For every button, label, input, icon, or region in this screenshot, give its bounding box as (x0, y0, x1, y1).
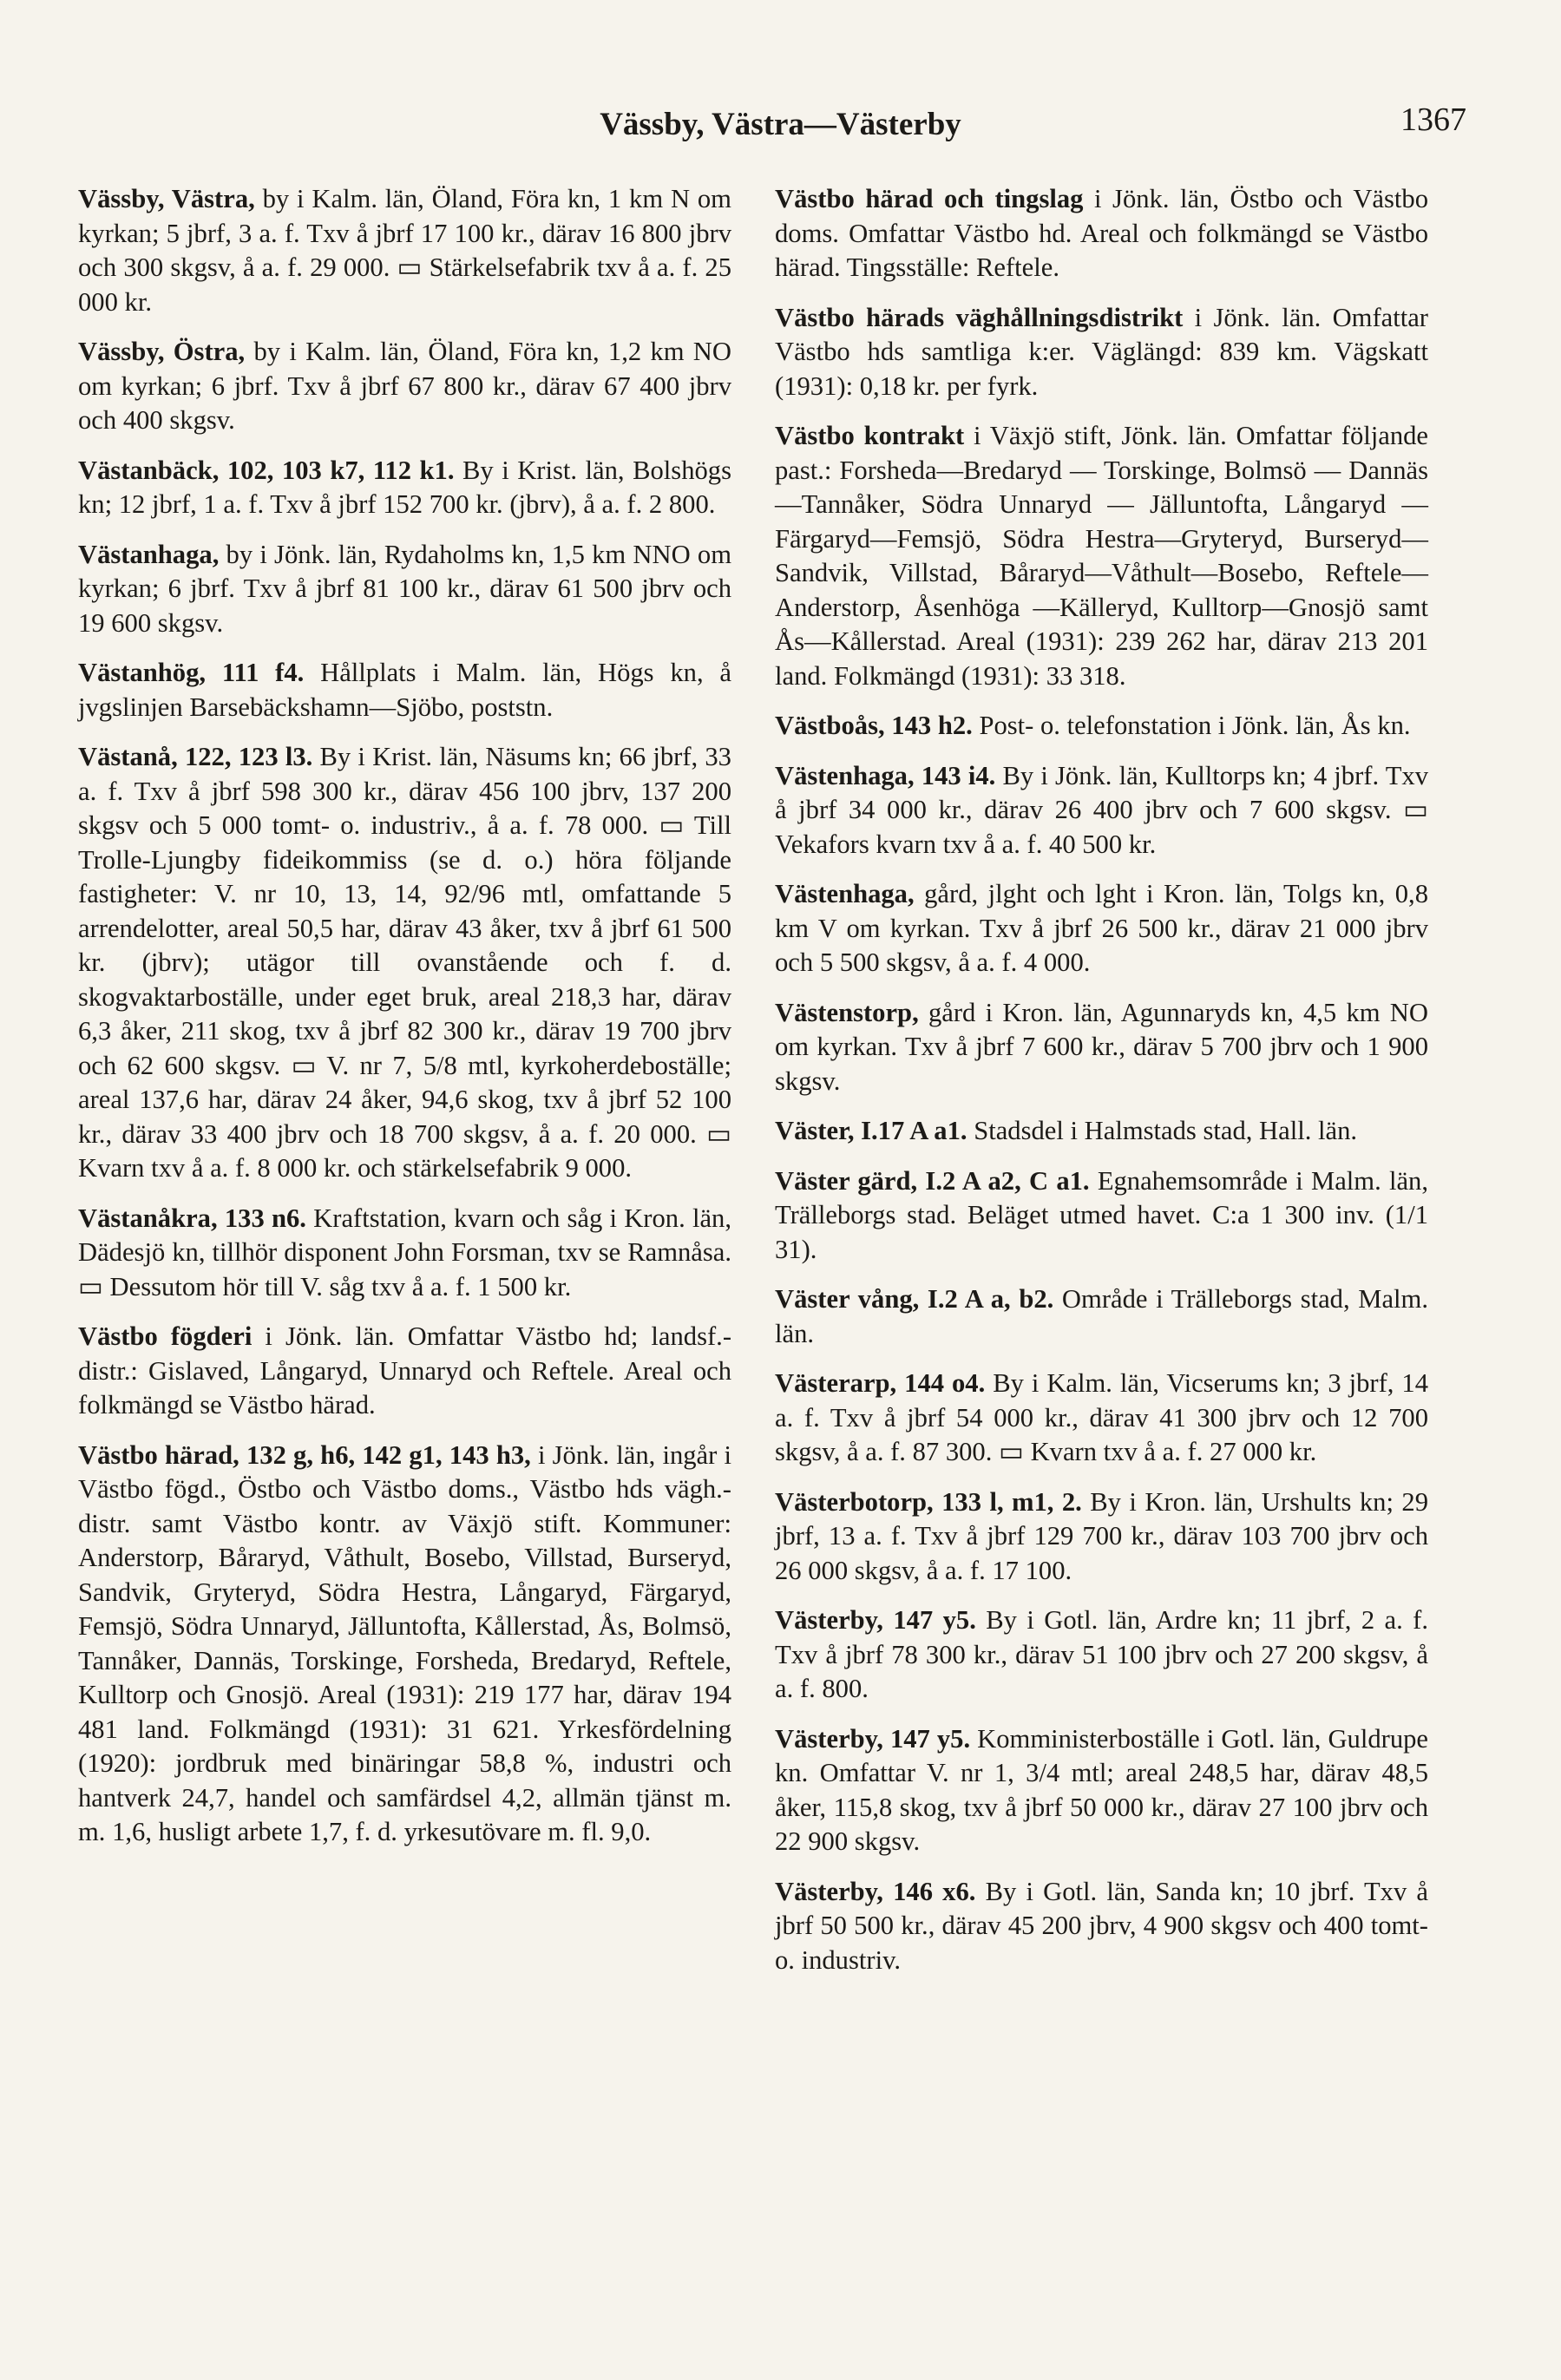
entry-headword: Västbo kontrakt (775, 421, 965, 450)
entry (78, 538, 731, 641)
entry (775, 419, 1428, 693)
entry-headword: Västanbäck, (78, 455, 220, 485)
entry-text: Stadsdel i Halmstads stad, Hall. län. (967, 1116, 1358, 1145)
entry (78, 1320, 731, 1423)
entry-text: i Jönk. län. Omfattar Västbo hd; landsf.-distr.: Gislaved, Långaryd, Unnaryd och Reftele. Areal och folkmängd se Västbo härad. (78, 1321, 732, 1419)
entry (775, 1164, 1428, 1268)
entry-map-reference: 132 g, h6, 142 g1, 143 h3, (239, 1439, 531, 1470)
entry-text: Hållplats i Malm. län, Högs kn, å jvgslinjen Barsebäckshamn—Sjöbo, poststn. (78, 658, 731, 722)
entry (775, 1114, 1428, 1149)
entry-map-reference: 147 y5. (882, 1605, 976, 1635)
entry-headword: Västbo fögderi (78, 1321, 253, 1351)
entry (775, 1722, 1428, 1859)
entry-map-reference: 143 h2. (884, 711, 973, 740)
entry-text: By i Gotl. län, Sanda kn; 10 jbrf. Txv å jbrf 50 500 kr., därav 45 200 jbrv, 4 900 skgsv och 400 tomt- o. industriv. (775, 1876, 1428, 1975)
entry-map-reference: 102, 103 k7, 112 k1. (219, 455, 455, 485)
entry-headword: Västenstorp, (775, 997, 919, 1027)
entry-text: i Jönk. län. Omfattar Västbo hds samtliga k:er. Väglängd: 839 km. Vägskatt (1931): 0,18 kr. per fyrk. (775, 302, 1428, 401)
entry-text: By i Gotl. län, Ardre kn; 11 jbrf, 2 a. f. Txv å jbrf 78 300 kr., därav 51 100 jbrv och 27 200 skgsv, å a. f. 800. (775, 1605, 1428, 1703)
entry (78, 740, 731, 1186)
entry (775, 1485, 1428, 1589)
entry (78, 1439, 731, 1850)
entry (775, 1875, 1428, 1978)
entry-headword: Västbo härad och tingslag (775, 184, 1084, 213)
right-column (775, 182, 1428, 1993)
entry-text: Kraftstation, kvarn och såg i Kron. län, Dädesjö kn, tillhör disponent John Forsman, txv se Ramnåsa. ▭ Dessutom hör till V. såg txv å a. f. 1 500 kr. (78, 1203, 731, 1301)
entry-text: By i Jönk. län, Kulltorps kn; 4 jbrf. Txv å jbrf 34 000 kr., därav 26 400 jbrv och 7 600 skgsv. ▭ Vekafors kvarn txv å a. f. 40 500 kr. (775, 760, 1428, 859)
entry-headword: Västerby, (775, 1876, 883, 1906)
entry (775, 182, 1428, 285)
entry-text: by i Kalm. län, Öland, Föra kn, 1 km N om kyrkan; 5 jbrf, 3 a. f. Txv å jbrf 17 100 kr., därav 16 800 jbrv och 300 skgsv, å a. f. 29 000. ▭ Stärkelsefabrik txv å a. f. 25 000 kr. (78, 184, 731, 317)
entry-text: gård, jlght och lght i Kron. län, Tolgs kn, 0,8 km V om kyrkan. Txv å jbrf 26 500 kr., därav 21 000 jbrv och 5 500 skgsv, å a. f. 4 000. (775, 879, 1428, 977)
entry-headword: Västanhög, (78, 658, 207, 687)
entry-text: by i Jönk. län, Rydaholms kn, 1,5 km NNO om kyrkan; 6 jbrf. Txv å jbrf 81 100 kr., därav 61 500 jbrv och 19 600 skgsv. (78, 539, 731, 638)
page-header (0, 101, 1561, 153)
entry-map-reference: 111 f4. (206, 658, 305, 687)
entry-headword: Västenhaga, (775, 879, 915, 908)
entry-headword: Västerby, (775, 1723, 883, 1754)
entry (775, 996, 1428, 1099)
entry-text: by i Kalm. län, Öland, Föra kn, 1,2 km NO om kyrkan; 6 jbrf. Txv å jbrf 67 800 kr., därav 67 400 jbrv och 400 skgsv. (78, 337, 731, 435)
entry (78, 454, 731, 522)
entry-map-reference: 133 l, m1, 2. (933, 1486, 1082, 1517)
entry-text: By i Kalm. län, Vicserums kn; 3 jbrf, 14 a. f. Txv å jbrf 54 000 kr., därav 41 300 jbrv och 12 700 skgsv, å a. f. 87 300. ▭ Kvarn txv å a. f. 27 000 kr. (775, 1368, 1428, 1466)
entry-map-reference: 143 i4. (914, 760, 996, 790)
entry (775, 1282, 1428, 1351)
entry-text: Egnahemsområde i Malm. län, Trälleborgs stad. Beläget utmed havet. C:a 1 300 inv. (1/1 31). (775, 1165, 1428, 1264)
entry-headword: Väster vång, (775, 1284, 920, 1314)
entry (78, 656, 731, 724)
entry-headword: Västenhaga, (775, 760, 915, 790)
entry-headword: Västbo härad, (78, 1439, 239, 1470)
entry-map-reference: I.2 A a2, C a1. (917, 1165, 1090, 1196)
entry (775, 877, 1428, 980)
entry-headword: Västerbotorp, (775, 1486, 934, 1517)
entry-map-reference: 122, 123 l3. (177, 742, 313, 771)
entry-map-reference: 133 n6. (217, 1203, 306, 1233)
entry-headword: Vässby, Västra, (78, 184, 255, 213)
running-title: Vässby, Västra—Västerby (600, 107, 961, 142)
entry-text: By i Krist. län, Bolshögs kn; 12 jbrf, 1 a. f. Txv å jbrf 152 700 kr. (jbrv), å a. f. 2 800. (78, 455, 731, 519)
entry (78, 335, 731, 438)
entry-text: By i Kron. län, Urshults kn; 29 jbrf, 13 a. f. Txv å jbrf 129 700 kr., därav 103 700 jbrv och 26 000 skgsv, å a. f. 17 100. (775, 1486, 1428, 1585)
entry-text: i Växjö stift, Jönk. län. Omfattar följande past.: Forsheda—Bredaryd — Torskinge, Bolmsö — Dannäs —Tannåker, Södra Unnaryd — Jälluntofta, Långaryd — Färgaryd—Femsjö, Södra Hestra—Gryteryd, Burseryd—Sandvik, Villstad, Båraryd—Våthult—Bosebo, Reftele—Anderstorp, Åsenhöga —Källeryd, Kulltorp—Gnosjö samt Ås—Kållerstad. Areal (1931): 239 262 har, därav 213 201 land. Folkmängd (1931): 33 318. (775, 421, 1429, 691)
entry-map-reference: I.2 A a, b2. (919, 1284, 1054, 1314)
entry (775, 1367, 1428, 1470)
entry-map-reference: 147 y5. (882, 1723, 971, 1754)
entry-text: Område i Trälleborgs stad, Malm. län. (775, 1284, 1428, 1348)
entry-headword: Västanhaga, (78, 539, 220, 569)
entry-headword: Västanå, (78, 742, 178, 771)
entry-text: i Jönk. län, ingår i Västbo fögd., Östbo och Västbo doms., Västbo hds vägh.-distr. samt Västbo kontr. av Växjö stift. Kommuner: Anderstorp, Båraryd, Våthult, Bosebo, Villstad, Burseryd, Sandvik, Gryteryd, Södra Hestra, Långaryd, Färgaryd, Femsjö, Södra Unnaryd, Jälluntofta, Kållerstad, Ås, Bolmsö, Tannåker, Dannäs, Torskinge, Forsheda, Bredaryd, Reftele, Kulltorp och Gnosjö. Areal (1931): 219 177 har, därav 194 481 land. Folkmängd (1931): 31 621. Yrkesfördelning (1920): jordbruk med binäringar 58,8 %, industri och hantverk 24,7, handel och samfärdsel 4,2, allmän tjänst m. m. 1,6, husligt arbete 1,7, f. d. yrkesutövare m. fl. 9,0. (78, 1439, 731, 1846)
entry (775, 709, 1428, 744)
entry-text: i Jönk. län, Östbo och Västbo doms. Omfattar Västbo hd. Areal och folkmängd se Västbo härad. Tingsställe: Reftele. (775, 184, 1429, 282)
entry-headword: Västerarp, (775, 1368, 897, 1398)
entry-headword: Västanåkra, (78, 1203, 218, 1233)
entry-map-reference: 144 o4. (896, 1368, 986, 1398)
entry-text: Post- o. telefonstation i Jönk. län, Ås kn. (972, 711, 1411, 740)
entry-headword: Väster, (775, 1116, 855, 1145)
entry (78, 1202, 731, 1305)
page-number: 1367 (1400, 102, 1466, 138)
entry-headword: Västbo härads väghållningsdistrikt (775, 302, 1184, 332)
entry-map-reference: 146 x6. (882, 1876, 976, 1906)
entry-headword: Vässby, Östra, (78, 337, 246, 366)
entry (775, 759, 1428, 862)
entry-text: Komministerboställe i Gotl. län, Guldrupe kn. Omfattar V. nr 1, 3/4 mtl; areal 248,5 har, därav 48,5 åker, 115,8 skog, txv å jbrf 50 000 kr., därav 27 100 jbrv och 22 900 skgsv. (775, 1723, 1428, 1856)
entry-headword: Västboås, (775, 711, 885, 740)
entry (78, 182, 731, 319)
left-column (78, 182, 731, 1865)
entry-headword: Väster gärd, (775, 1165, 918, 1196)
entry-text: gård i Kron. län, Agunnaryds kn, 4,5 km NO om kyrkan. Txv å jbrf 7 600 kr., därav 5 700 jbrv och 1 900 skgsv. (775, 997, 1428, 1096)
entry (775, 301, 1428, 404)
entry-map-reference: I.17 A a1. (854, 1116, 967, 1145)
entry (775, 1603, 1428, 1707)
entry-text: By i Krist. län, Näsums kn; 66 jbrf, 33 a. f. Txv å jbrf 598 300 kr., därav 456 100 jbrv, 137 200 skgsv och 5 000 tomt- o. industriv., å a. f. 78 000. ▭ Till Trolle-Ljungby fideikommiss (se d. o.) höra följande fastigheter: V. nr 10, 13, 14, 92/96 mtl, omfattande 5 arrendelotter, areal 50,5 har, därav 43 åker, txv å jbrf 61 500 kr. (jbrv); utägor till ovanstående och f. d. skogvaktarboställe, under eget bruk, areal 218,3 har, därav 6,3 åker, 211 skog, txv å jbrf 82 300 kr., därav 19 700 jbrv och 62 600 skgsv. ▭ V. nr 7, 5/8 mtl, kyrkoherdeboställe; areal 137,6 har, därav 24 åker, 94,6 skog, txv å jbrf 52 100 kr., därav 33 400 jbrv och 18 700 skgsv, å a. f. 20 000. ▭ Kvarn txv å a. f. 8 000 kr. och stärkelsefabrik 9 000. (78, 742, 731, 1183)
entry-headword: Västerby, (775, 1605, 883, 1635)
